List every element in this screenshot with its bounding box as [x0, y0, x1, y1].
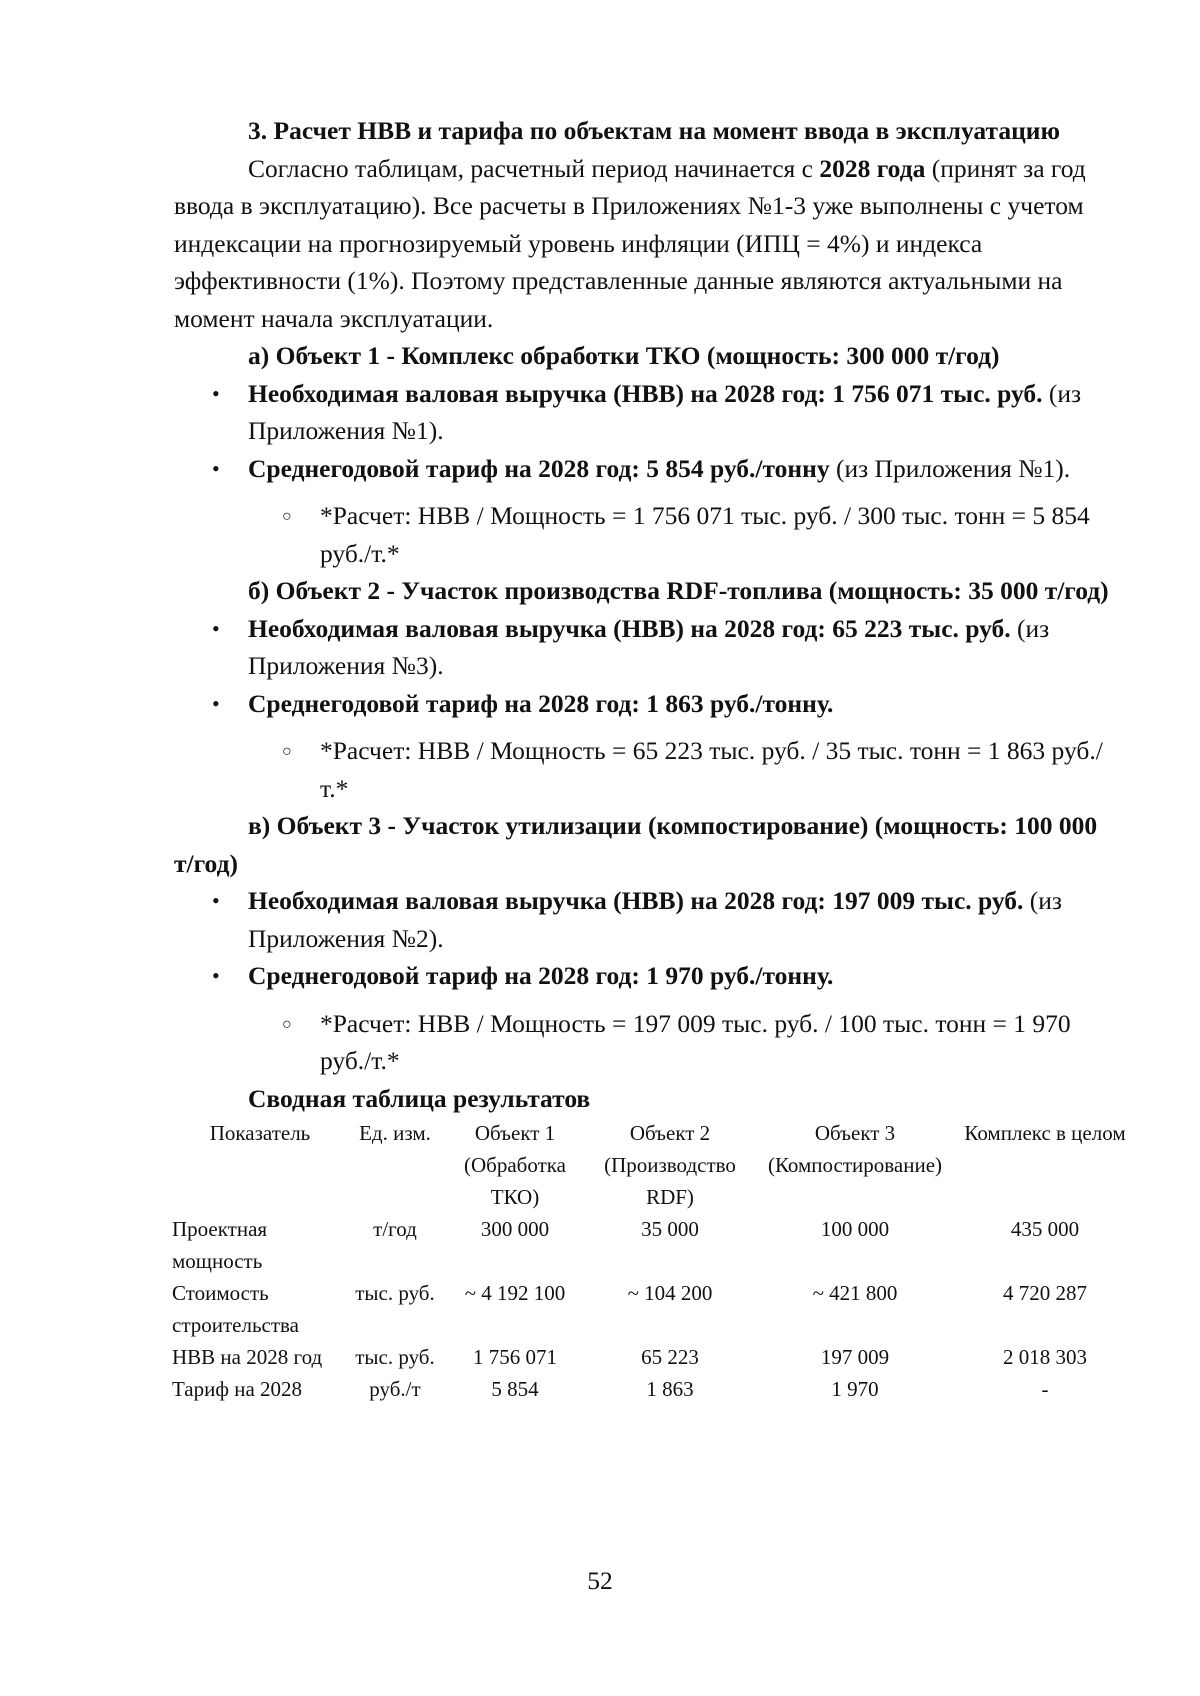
table-cell: 1 756 071 [473, 1345, 557, 1369]
bullet-icon: • [212, 455, 220, 481]
header-cell: Объект 3 (Компостирование) [767, 1121, 943, 1177]
table-cell: 2 018 303 [1003, 1345, 1087, 1369]
table-cell: Проектная мощность [172, 1217, 268, 1273]
object-3-calc-item [174, 1005, 1114, 1080]
object-2-nvv: Необходимая валовая выручка (НВВ) на 2028 год: 65 223 тыс. руб. [248, 613, 1011, 643]
object-2-nvv-note: (из Приложения №3). [248, 613, 1050, 680]
object-3-list [174, 882, 1114, 1080]
object-3-tariff-item [174, 957, 1114, 995]
table-row [170, 1341, 1130, 1373]
table-cell: 4 720 287 [1003, 1281, 1087, 1305]
object-1-tariff-note: (из Приложения №1). [829, 453, 1071, 483]
object-2-heading: б) Объект 2 - Участок производства RDF-топлива (мощность: 35 000 т/год) [248, 576, 1109, 605]
table-cell: ~ 421 800 [812, 1281, 898, 1305]
object-3-calc: *Расчет: НВВ / Мощность = 197 009 тыс. руб. / 100 тыс. тонн = 1 970 руб./т.* [320, 1008, 1071, 1075]
table-cell: Тариф на 2028 [172, 1377, 303, 1401]
bullet-icon: • [212, 690, 220, 716]
bullet-icon: • [212, 615, 220, 641]
header-cell: Ед. изм. [359, 1121, 431, 1145]
object-2-tariff-item [174, 685, 1114, 723]
table-cell: 35 000 [641, 1217, 699, 1241]
object-2-nvv-item [174, 610, 1114, 685]
intro-year: 2028 года [819, 153, 926, 183]
object-1-nvv-item [174, 375, 1114, 450]
intro-paragraph [174, 150, 1114, 338]
page-number: 52 [587, 1566, 613, 1595]
intro-text-1: Согласно таблицам, расчетный период начинается с [248, 153, 820, 183]
object-1-nvv-note: (из Приложения №1). [248, 378, 1082, 445]
table-cell: 197 009 [820, 1345, 890, 1369]
object-3-nvv: Необходимая валовая выручка (НВВ) на 2028 год: 197 009 тыс. руб. [248, 886, 1024, 915]
table-row [170, 1277, 1130, 1341]
table-cell: 1 863 [646, 1377, 694, 1401]
circle-bullet-icon: ○ [282, 1015, 292, 1033]
table-cell: - [1041, 1377, 1049, 1401]
header-cell: Комплекс в целом [964, 1121, 1126, 1145]
bullet-icon: • [212, 888, 220, 913]
object-1-calc: *Расчет: НВВ / Мощность = 1 756 071 тыс. руб. / 300 тыс. тонн = 5 854 руб./т.* [320, 501, 1090, 568]
table-cell: т/год [373, 1217, 417, 1241]
object-2-list [174, 610, 1114, 808]
object-1-tariff: Среднегодовой тариф на 2028 год: 5 854 руб./тонну [248, 453, 830, 483]
object-1-list [174, 375, 1114, 573]
table-cell: 1 970 [831, 1377, 879, 1401]
object-1-nvv: Необходимая валовая выручка (НВВ) на 2028 год: 1 756 071 тыс. руб. [248, 378, 1043, 408]
summary-header-row [170, 1117, 1130, 1213]
object-1-heading: а) Объект 1 - Комплекс обработки ТКО (мощность: 300 000 т/год) [248, 341, 1000, 370]
header-cell: Объект 2 (Производство RDF) [604, 1121, 736, 1209]
table-cell: ~ 104 200 [627, 1281, 713, 1305]
table-row [170, 1373, 1130, 1405]
object-2-tariff: Среднегодовой тариф на 2028 год: 1 863 руб./тонну. [248, 688, 834, 718]
circle-bullet-icon: ○ [282, 743, 292, 760]
object-3-heading: в) Объект 3 - Участок утилизации (компостирование) (мощность: 100 000 т/год) [174, 811, 1098, 878]
table-cell: тыс. руб. [355, 1281, 435, 1305]
object-3-tariff: Среднегодовой тариф на 2028 год: 1 970 руб./тонну. [248, 961, 834, 990]
table-cell: 100 000 [820, 1217, 890, 1241]
section-heading: 3. Расчет НВВ и тарифа по объектам на момент ввода в эксплуатацию [248, 116, 1060, 145]
bullet-icon: • [212, 963, 220, 988]
object-2-calc-item [174, 732, 1114, 807]
table-cell: 300 000 [480, 1217, 550, 1241]
table-cell: руб./т [369, 1377, 421, 1401]
table-cell: 435 000 [1010, 1217, 1080, 1241]
table-cell: НВВ на 2028 год [172, 1345, 323, 1369]
object-3-nvv-note: (из Приложения №2). [248, 886, 1062, 953]
object-3-nvv-item [174, 882, 1114, 957]
table-cell: 65 223 [641, 1345, 699, 1369]
object-1-tariff-item [174, 450, 1114, 488]
table-cell: тыс. руб. [355, 1345, 435, 1369]
circle-bullet-icon: ○ [282, 508, 292, 525]
intro-text-2: (принят за год ввода в эксплуатацию). Все расчеты в Приложениях №1-3 уже выполнены с учетом индексации на прогнозируемый уровень инфляции (ИПЦ = 4%) и индекса эффективности (1%). Поэтому представленные данные являются актуальными на момент начала эксплуатации. [174, 153, 1086, 333]
table-cell: Стоимость строительства [172, 1281, 300, 1337]
table-row [170, 1213, 1130, 1277]
header-cell: Показатель [209, 1121, 311, 1145]
summary-table [170, 1117, 1130, 1405]
object-1-calc-item [174, 497, 1114, 572]
header-cell: Объект 1 (Обработка ТКО) [464, 1121, 566, 1209]
object-2-calc: *Расчет: НВВ / Мощность = 65 223 тыс. руб. / 35 тыс. тонн = 1 863 руб./т.* [320, 736, 1103, 803]
table-cell: ~ 4 192 100 [464, 1281, 566, 1305]
page-content [172, 112, 1126, 1405]
bullet-icon: • [212, 380, 220, 406]
table-cell: 5 854 [491, 1377, 539, 1401]
summary-title: Сводная таблица результатов [248, 1083, 591, 1113]
